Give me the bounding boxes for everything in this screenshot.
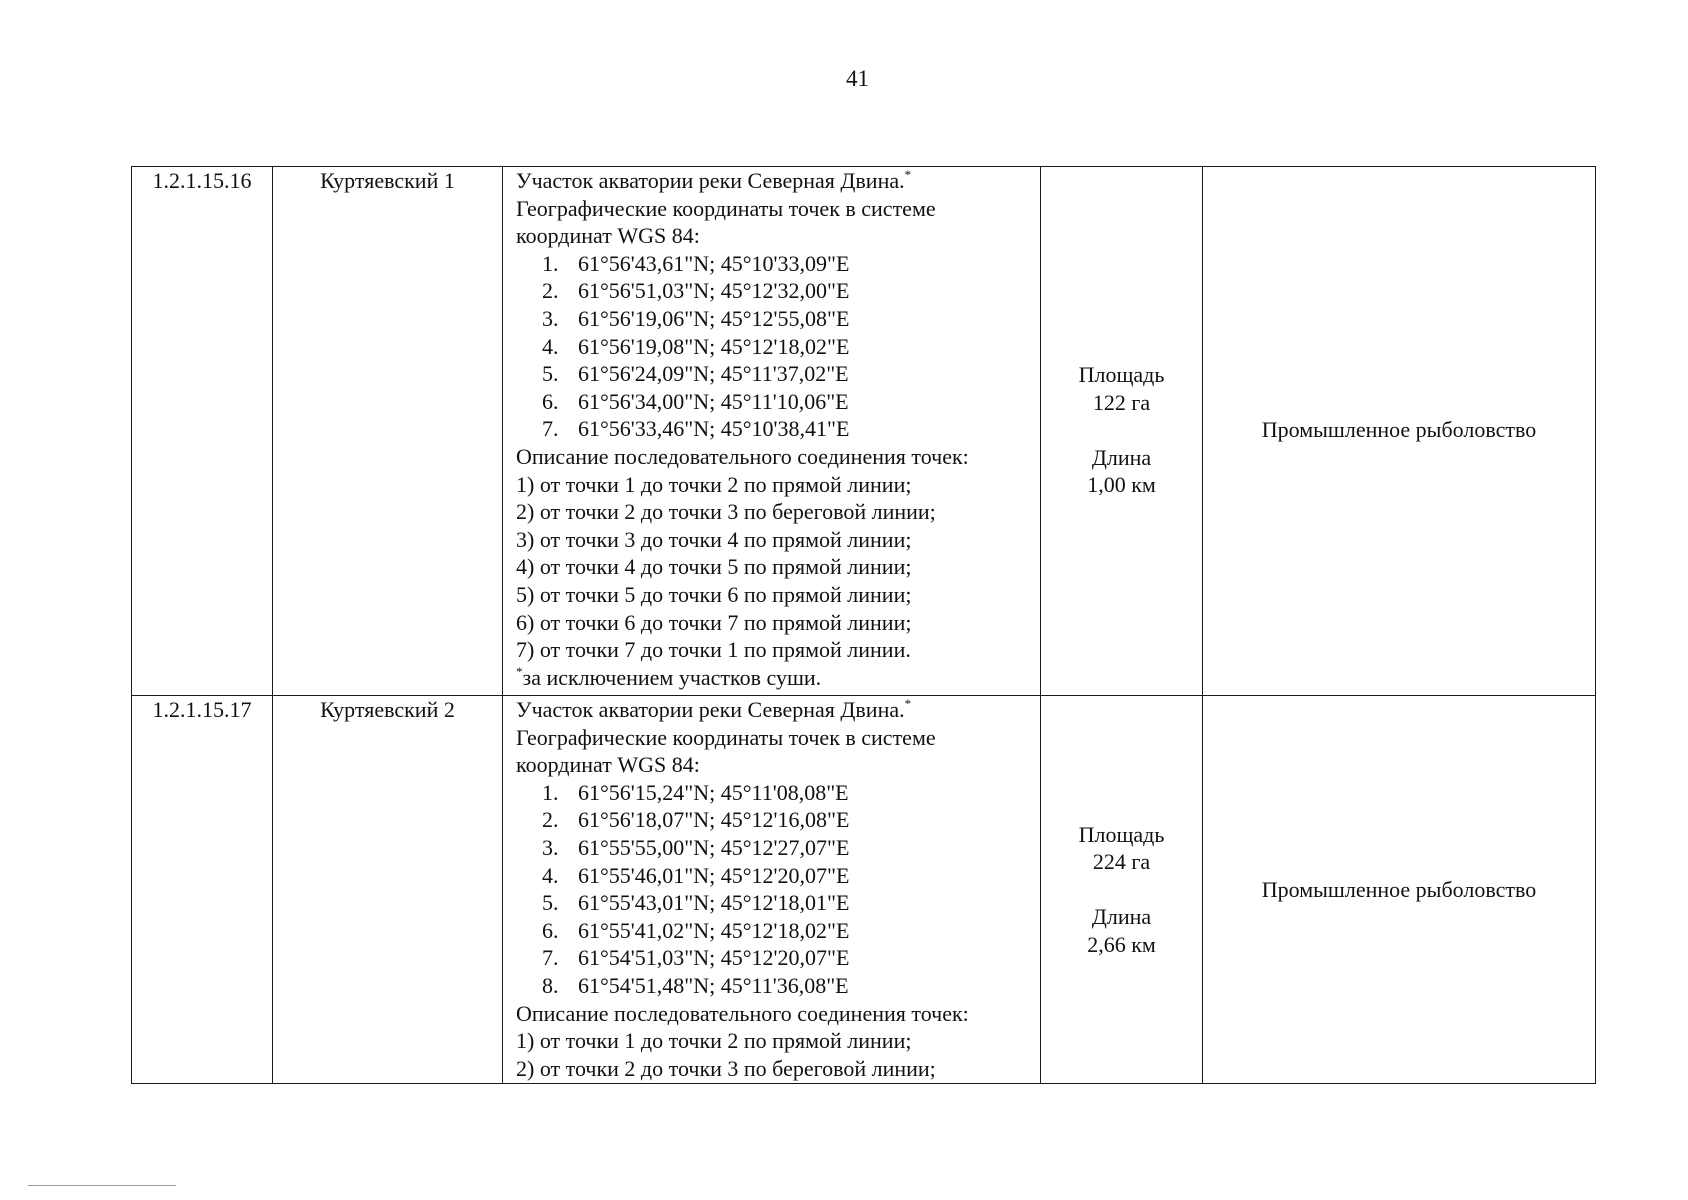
coordinate-point: 3. 61°55'55,00"N; 45°12'27,07"E xyxy=(542,834,850,860)
table-row xyxy=(132,167,1596,696)
coordinates-intro: координат WGS 84: xyxy=(516,752,700,778)
area-use: Промышленное рыболовство xyxy=(1261,876,1537,902)
coordinate-point: 4. 61°56'19,08"N; 45°12'18,02"E xyxy=(542,333,850,359)
connection-step: 6) от точки 6 до точки 7 по прямой линии; xyxy=(516,609,912,635)
area-name-cell xyxy=(273,167,503,696)
page-number: 41 xyxy=(846,66,869,91)
fishing-areas-table xyxy=(131,166,1596,1084)
area-size-cell xyxy=(1041,696,1203,1084)
connection-step: 7) от точки 7 до точки 1 по прямой линии. xyxy=(516,637,911,663)
area-number-cell xyxy=(132,696,273,1084)
length-label: Длина xyxy=(1091,444,1152,470)
length-label: Длина xyxy=(1091,904,1152,930)
footnote-marker: * xyxy=(904,696,912,711)
coordinate-point: 7. 61°54'51,03"N; 45°12'20,07"E xyxy=(542,945,850,971)
length-value: 1,00 км xyxy=(1087,472,1156,498)
connection-step: 2) от точки 2 до точки 3 по береговой линии; xyxy=(516,499,936,525)
coordinate-point: 5. 61°56'24,09"N; 45°11'37,02"E xyxy=(542,361,849,387)
coordinates-intro: Географические координаты точек в системе xyxy=(516,724,936,750)
connection-step: 1) от точки 1 до точки 2 по прямой линии; xyxy=(516,471,912,497)
area-label: Площадь xyxy=(1078,821,1165,847)
scan-artifact-line xyxy=(28,1185,176,1186)
description-title: Участок акватории реки Северная Двина.* xyxy=(516,167,912,193)
coordinates-intro: координат WGS 84: xyxy=(516,223,700,249)
coordinates-intro: Географические координаты точек в системе xyxy=(516,195,936,221)
area-size-cell xyxy=(1041,167,1203,696)
coordinate-point: 6. 61°56'34,00"N; 45°11'10,06"E xyxy=(542,388,849,414)
coordinate-point: 7. 61°56'33,46"N; 45°10'38,41"E xyxy=(542,416,850,442)
coordinate-point: 1. 61°56'15,24"N; 45°11'08,08"E xyxy=(542,779,849,805)
coordinate-point: 8. 61°54'51,48"N; 45°11'36,08"E xyxy=(542,972,849,998)
area-use-cell xyxy=(1203,696,1596,1084)
coordinate-point: 3. 61°56'19,06"N; 45°12'55,08"E xyxy=(542,305,850,331)
footnote-marker: * xyxy=(516,663,523,679)
area-use: Промышленное рыболовство xyxy=(1261,417,1537,443)
connection-step: 1) от точки 1 до точки 2 по прямой линии; xyxy=(516,1028,912,1054)
connection-intro: Описание последовательного соединения точек: xyxy=(516,1000,969,1026)
connection-step: 5) от точки 5 до точки 6 по прямой линии; xyxy=(516,581,912,607)
connection-step: 4) от точки 4 до точки 5 по прямой линии; xyxy=(516,554,912,580)
table-row xyxy=(132,696,1596,1084)
area-number: 1.2.1.15.17 xyxy=(152,697,252,722)
connection-step: 2) от точки 2 до точки 3 по береговой линии; xyxy=(516,1055,936,1081)
connection-step: 3) от точки 3 до точки 4 по прямой линии; xyxy=(516,526,912,552)
area-description-cell xyxy=(503,167,1041,696)
coordinate-point: 1. 61°56'43,61"N; 45°10'33,09"E xyxy=(542,250,850,276)
footnote-marker: * xyxy=(904,167,912,182)
coordinate-point: 6. 61°55'41,02"N; 45°12'18,02"E xyxy=(542,917,850,943)
description-title: Участок акватории реки Северная Двина.* xyxy=(516,696,912,722)
footnote: *за исключением участков суши. xyxy=(516,663,822,690)
coordinate-point: 4. 61°55'46,01"N; 45°12'20,07"E xyxy=(542,862,850,888)
area-description-cell xyxy=(503,696,1041,1084)
area-name-cell xyxy=(273,696,503,1084)
coordinate-point: 5. 61°55'43,01"N; 45°12'18,01"E xyxy=(542,890,850,916)
coordinate-point: 2. 61°56'18,07"N; 45°12'16,08"E xyxy=(542,807,850,833)
area-number: 1.2.1.15.16 xyxy=(152,168,252,193)
area-value: 122 га xyxy=(1092,389,1151,415)
area-value: 224 га xyxy=(1092,849,1151,875)
area-number-cell xyxy=(132,167,273,696)
area-label: Площадь xyxy=(1078,362,1165,388)
connection-intro: Описание последовательного соединения точек: xyxy=(516,443,969,469)
coordinate-point: 2. 61°56'51,03"N; 45°12'32,00"E xyxy=(542,278,850,304)
area-use-cell xyxy=(1203,167,1596,696)
area-name: Куртяевский 2 xyxy=(320,697,455,722)
area-name: Куртяевский 1 xyxy=(320,168,455,193)
length-value: 2,66 км xyxy=(1087,931,1156,957)
